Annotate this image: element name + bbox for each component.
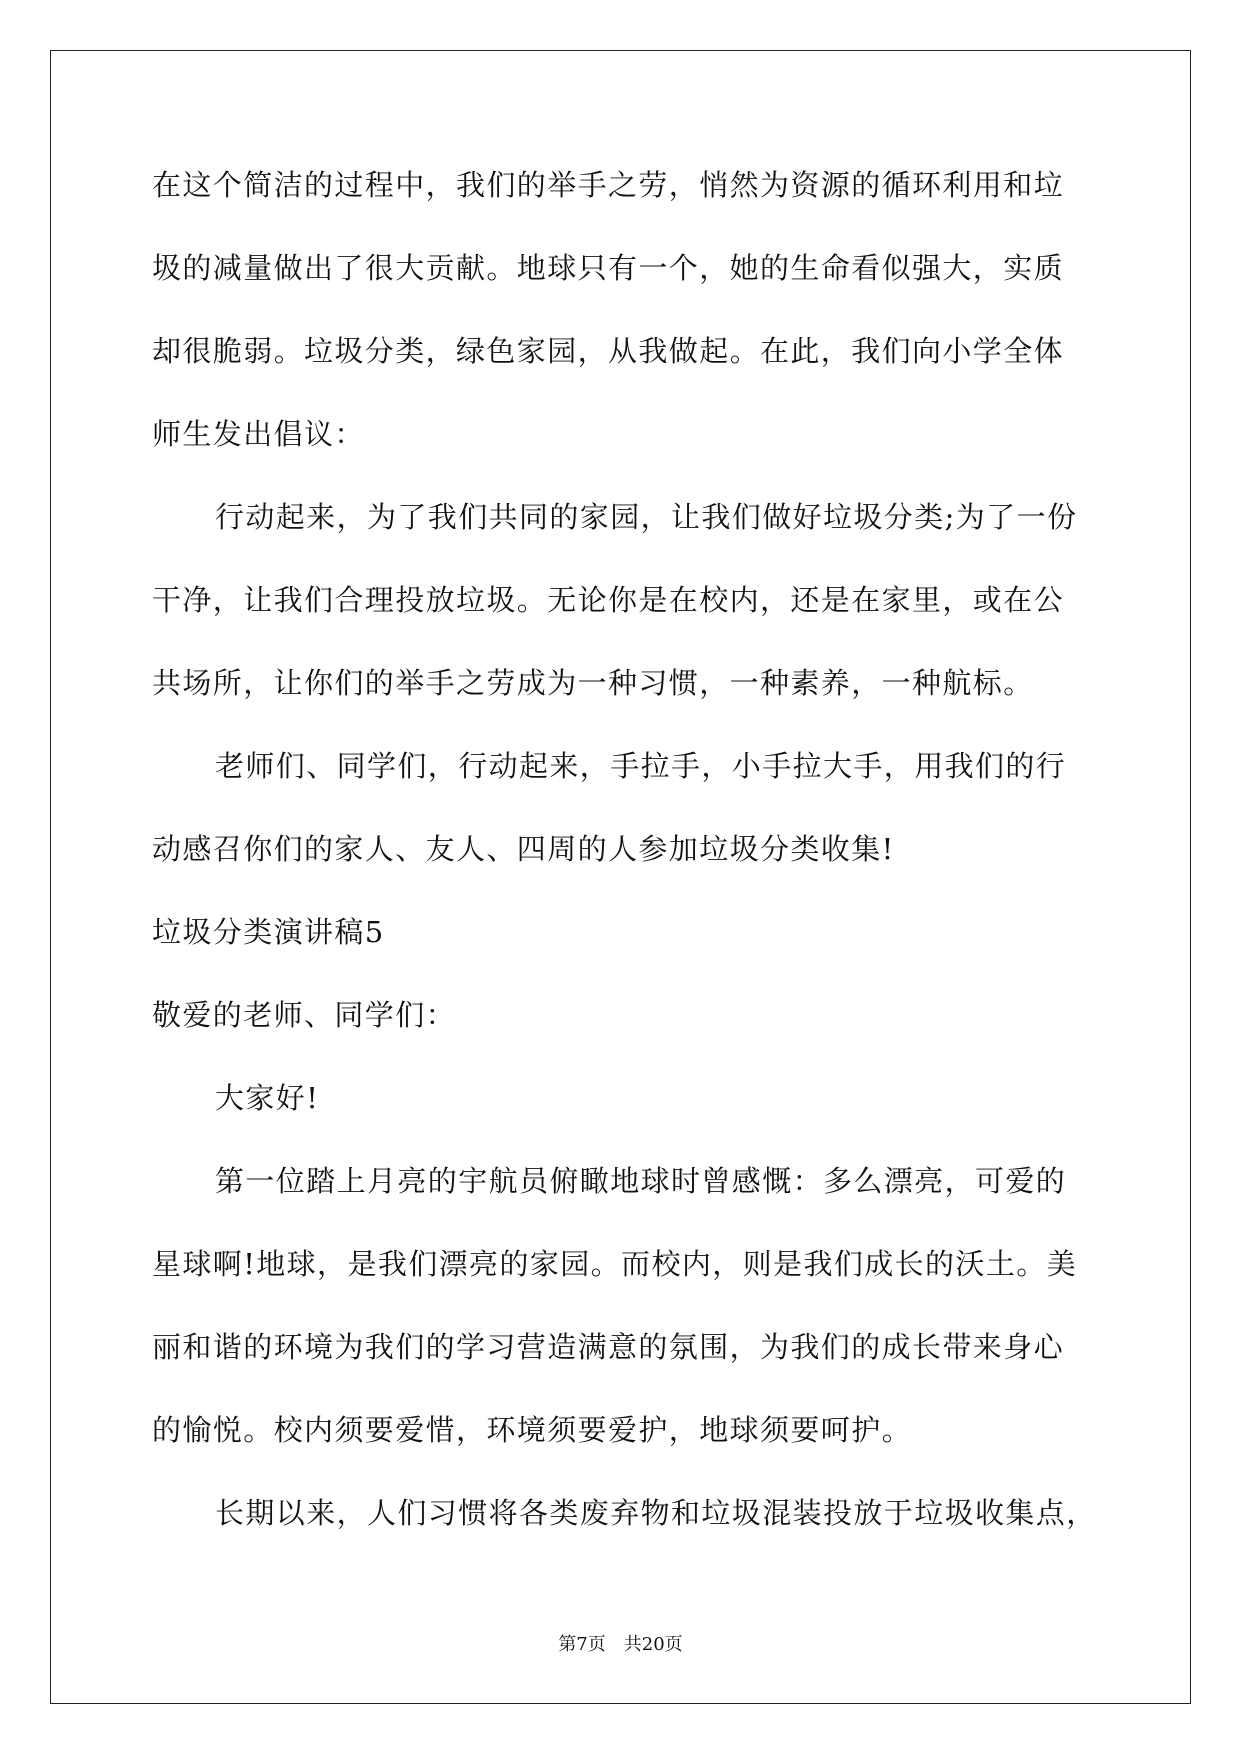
text-line: 师生发出倡议：	[152, 417, 365, 451]
section-heading: 垃圾分类演讲稿5	[152, 915, 385, 949]
page-number: 第7页 共20页	[558, 1634, 683, 1655]
text-line: 动感召你们的家人、友人、四周的人参加垃圾分类收集!	[152, 832, 895, 866]
document-body	[152, 163, 1097, 1574]
salutation: 敬爱的老师、同学们：	[152, 998, 457, 1032]
text-line: 丽和谐的环境为我们的学习营造满意的氛围，为我们的成长带来身心	[152, 1330, 1065, 1364]
page-footer	[0, 1630, 1241, 1656]
text-line: 老师们、同学们，行动起来，手拉手，小手拉大手，用我们的行	[215, 749, 1067, 783]
text-line: 第一位踏上月亮的宇航员俯瞰地球时曾感慨：多么漂亮，可爱的	[215, 1164, 1067, 1198]
text-line: 却很脆弱。垃圾分类，绿色家园，从我做起。在此，我们向小学全体	[152, 334, 1065, 368]
text-line: 长期以来，人们习惯将各类废弃物和垃圾混装投放于垃圾收集点，	[215, 1496, 1097, 1530]
text-line: 行动起来，为了我们共同的家园，让我们做好垃圾分类;为了一份	[215, 500, 1078, 534]
greeting: 大家好!	[215, 1081, 320, 1115]
text-line: 在这个简洁的过程中，我们的举手之劳，悄然为资源的循环利用和垃	[152, 168, 1065, 202]
text-line: 的愉悦。校内须要爱惜，环境须要爱护，地球须要呵护。	[152, 1413, 913, 1447]
text-line: 星球啊!地球，是我们漂亮的家园。而校内，则是我们成长的沃土。美	[152, 1247, 1078, 1281]
text-line: 干净，让我们合理投放垃圾。无论你是在校内，还是在家里，或在公	[152, 583, 1065, 617]
text-line: 圾的减量做出了很大贡献。地球只有一个，她的生命看似强大，实质	[152, 251, 1065, 285]
text-line: 共场所，让你们的举手之劳成为一种习惯，一种素养，一种航标。	[152, 666, 1034, 700]
